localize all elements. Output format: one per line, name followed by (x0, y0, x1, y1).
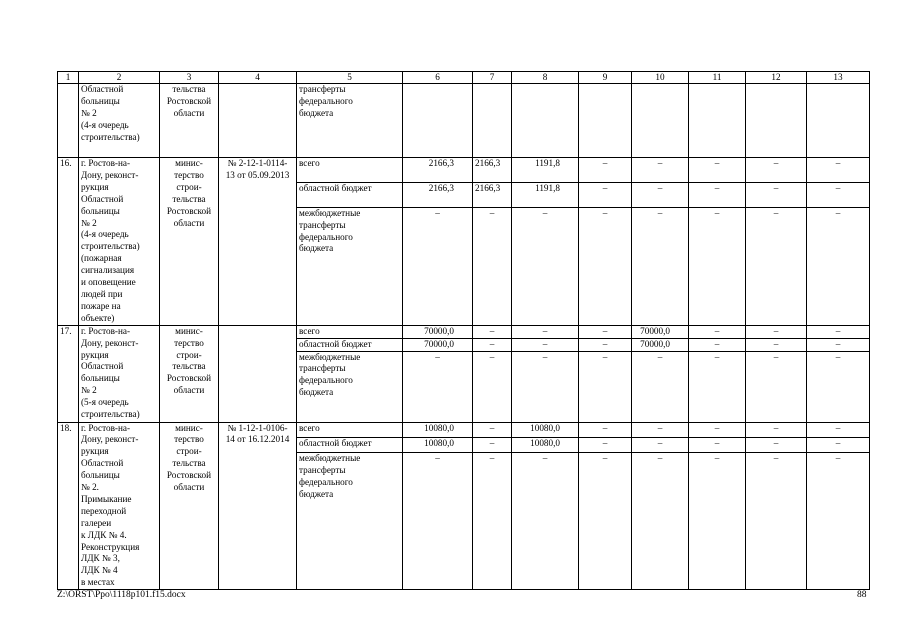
value-cell: – (512, 453, 579, 590)
footer-page-number: 88 (857, 590, 867, 600)
object-name-cell: Областной больницы № 2 (4-я очередь строительства) (79, 84, 160, 158)
value-cell: – (579, 158, 632, 183)
row-number-cell: 16. (58, 158, 79, 326)
col-header: 11 (689, 72, 746, 84)
value-cell (689, 84, 746, 158)
value-cell: – (473, 338, 512, 351)
value-cell: – (689, 338, 746, 351)
value-cell: – (807, 453, 870, 590)
value-cell: – (807, 325, 870, 338)
value-cell: – (403, 453, 473, 590)
funding-source-cell: всего (297, 422, 403, 437)
col-header: 4 (219, 72, 297, 84)
value-cell: – (746, 158, 807, 183)
value-cell: 70000,0 (403, 338, 473, 351)
value-cell (512, 84, 579, 158)
value-cell: – (689, 207, 746, 325)
col-header: 6 (403, 72, 473, 84)
value-cell: – (632, 351, 689, 422)
col-header: 7 (473, 72, 512, 84)
table-row (58, 325, 870, 338)
value-cell: – (512, 207, 579, 325)
value-cell: – (689, 182, 746, 207)
value-cell (473, 84, 512, 158)
value-cell: – (403, 207, 473, 325)
value-cell: – (746, 422, 807, 437)
col-header: 3 (160, 72, 219, 84)
col-header: 10 (632, 72, 689, 84)
value-cell: – (746, 437, 807, 452)
table-row (58, 422, 870, 437)
value-cell: 2166,3 (403, 158, 473, 183)
col-header: 2 (79, 72, 160, 84)
value-cell: – (579, 207, 632, 325)
value-cell: – (689, 158, 746, 183)
customer-cell: минис- терство строи- тельства Ростовской области (160, 158, 219, 326)
funding-source-cell: всего (297, 158, 403, 183)
funding-source-cell: межбюджетные трансферты федерального бюджета (297, 207, 403, 325)
value-cell (579, 84, 632, 158)
document-cell: № 2-12-1-0114- 13 от 05.09.2013 (219, 158, 297, 326)
funding-source-cell: областной бюджет (297, 182, 403, 207)
value-cell: – (746, 325, 807, 338)
value-cell: – (807, 351, 870, 422)
continuation-row (58, 84, 870, 158)
value-cell: – (632, 207, 689, 325)
value-cell: 70000,0 (632, 325, 689, 338)
value-cell: 1191,8 (512, 182, 579, 207)
value-cell: – (473, 453, 512, 590)
value-cell: – (473, 422, 512, 437)
value-cell: – (807, 422, 870, 437)
object-name-cell: г. Ростов-на- Дону, реконст- рукция Областной больницы № 2 (5-я очередь строительства) (79, 325, 160, 422)
value-cell: 70000,0 (632, 338, 689, 351)
document-cell (219, 325, 297, 422)
value-cell: – (746, 453, 807, 590)
value-cell: – (632, 437, 689, 452)
value-cell: 2166,3 (473, 158, 512, 183)
value-cell (403, 84, 473, 158)
value-cell: – (579, 182, 632, 207)
object-name-cell: г. Ростов-на- Дону, реконст- рукция Областной больницы № 2 (4-я очередь строительства) (пожарная сигнализация и оповещение людей при пожаре на объекте) (79, 158, 160, 326)
value-cell: 10080,0 (403, 437, 473, 452)
value-cell: – (473, 325, 512, 338)
funding-source-cell: всего (297, 325, 403, 338)
table-row (58, 158, 870, 183)
value-cell: – (746, 207, 807, 325)
value-cell: 10080,0 (403, 422, 473, 437)
col-header: 12 (746, 72, 807, 84)
col-header: 9 (579, 72, 632, 84)
value-cell: 10080,0 (512, 422, 579, 437)
value-cell: – (689, 422, 746, 437)
document-cell (219, 84, 297, 158)
value-cell: – (807, 182, 870, 207)
value-cell: – (579, 338, 632, 351)
row-number-cell: 17. (58, 325, 79, 422)
funding-source-cell: межбюджетные трансферты федерального бюджета (297, 351, 403, 422)
value-cell: – (579, 437, 632, 452)
value-cell: – (579, 422, 632, 437)
object-name-cell: г. Ростов-на- Дону, реконст- рукция Областной больницы № 2. Примыкание переходной галереи к ЛДК № 4. Реконструкция ЛДК № 3, ЛДК № 4 в местах (79, 422, 160, 590)
value-cell: – (632, 182, 689, 207)
document-cell: № 1-12-1-0106- 14 от 16.12.2014 (219, 422, 297, 590)
customer-cell: минис- терство строи- тельства Ростовской области (160, 422, 219, 590)
value-cell: – (807, 158, 870, 183)
value-cell: – (807, 437, 870, 452)
value-cell: 10080,0 (512, 437, 579, 452)
value-cell: 2166,3 (473, 182, 512, 207)
value-cell (632, 84, 689, 158)
value-cell: – (632, 158, 689, 183)
funding-source-cell: межбюджетные трансферты федерального бюджета (297, 453, 403, 590)
value-cell: – (746, 338, 807, 351)
value-cell: – (512, 338, 579, 351)
value-cell: – (746, 351, 807, 422)
value-cell: – (512, 325, 579, 338)
funding-source-cell: областной бюджет (297, 437, 403, 452)
value-cell: – (689, 453, 746, 590)
value-cell: – (473, 207, 512, 325)
value-cell (807, 84, 870, 158)
value-cell (746, 84, 807, 158)
funding-source-cell: областной бюджет (297, 338, 403, 351)
value-cell: – (579, 453, 632, 590)
col-header: 13 (807, 72, 870, 84)
value-cell: 1191,8 (512, 158, 579, 183)
col-header: 1 (58, 72, 79, 84)
value-cell: – (473, 351, 512, 422)
col-header: 5 (297, 72, 403, 84)
value-cell: – (473, 437, 512, 452)
footer-file-path: Z:\ORST\Ppo\1118p101.f15.docx (57, 590, 186, 600)
row-number-cell (58, 84, 79, 158)
value-cell: – (512, 351, 579, 422)
value-cell: – (807, 338, 870, 351)
row-number-cell: 18. (58, 422, 79, 590)
value-cell: – (579, 325, 632, 338)
value-cell: – (632, 453, 689, 590)
value-cell: 70000,0 (403, 325, 473, 338)
value-cell: – (689, 437, 746, 452)
value-cell: – (689, 325, 746, 338)
value-cell: – (807, 207, 870, 325)
customer-cell: минис- терство строи- тельства Ростовской области (160, 325, 219, 422)
value-cell: – (579, 351, 632, 422)
budget-table (57, 71, 870, 590)
header-row (58, 72, 870, 84)
value-cell: – (632, 422, 689, 437)
value-cell: 2166,3 (403, 182, 473, 207)
value-cell: – (689, 351, 746, 422)
funding-source-cell: трансферты федерального бюджета (297, 84, 403, 158)
value-cell: – (403, 351, 473, 422)
customer-cell: тельства Ростовской области (160, 84, 219, 158)
col-header: 8 (512, 72, 579, 84)
value-cell: – (746, 182, 807, 207)
